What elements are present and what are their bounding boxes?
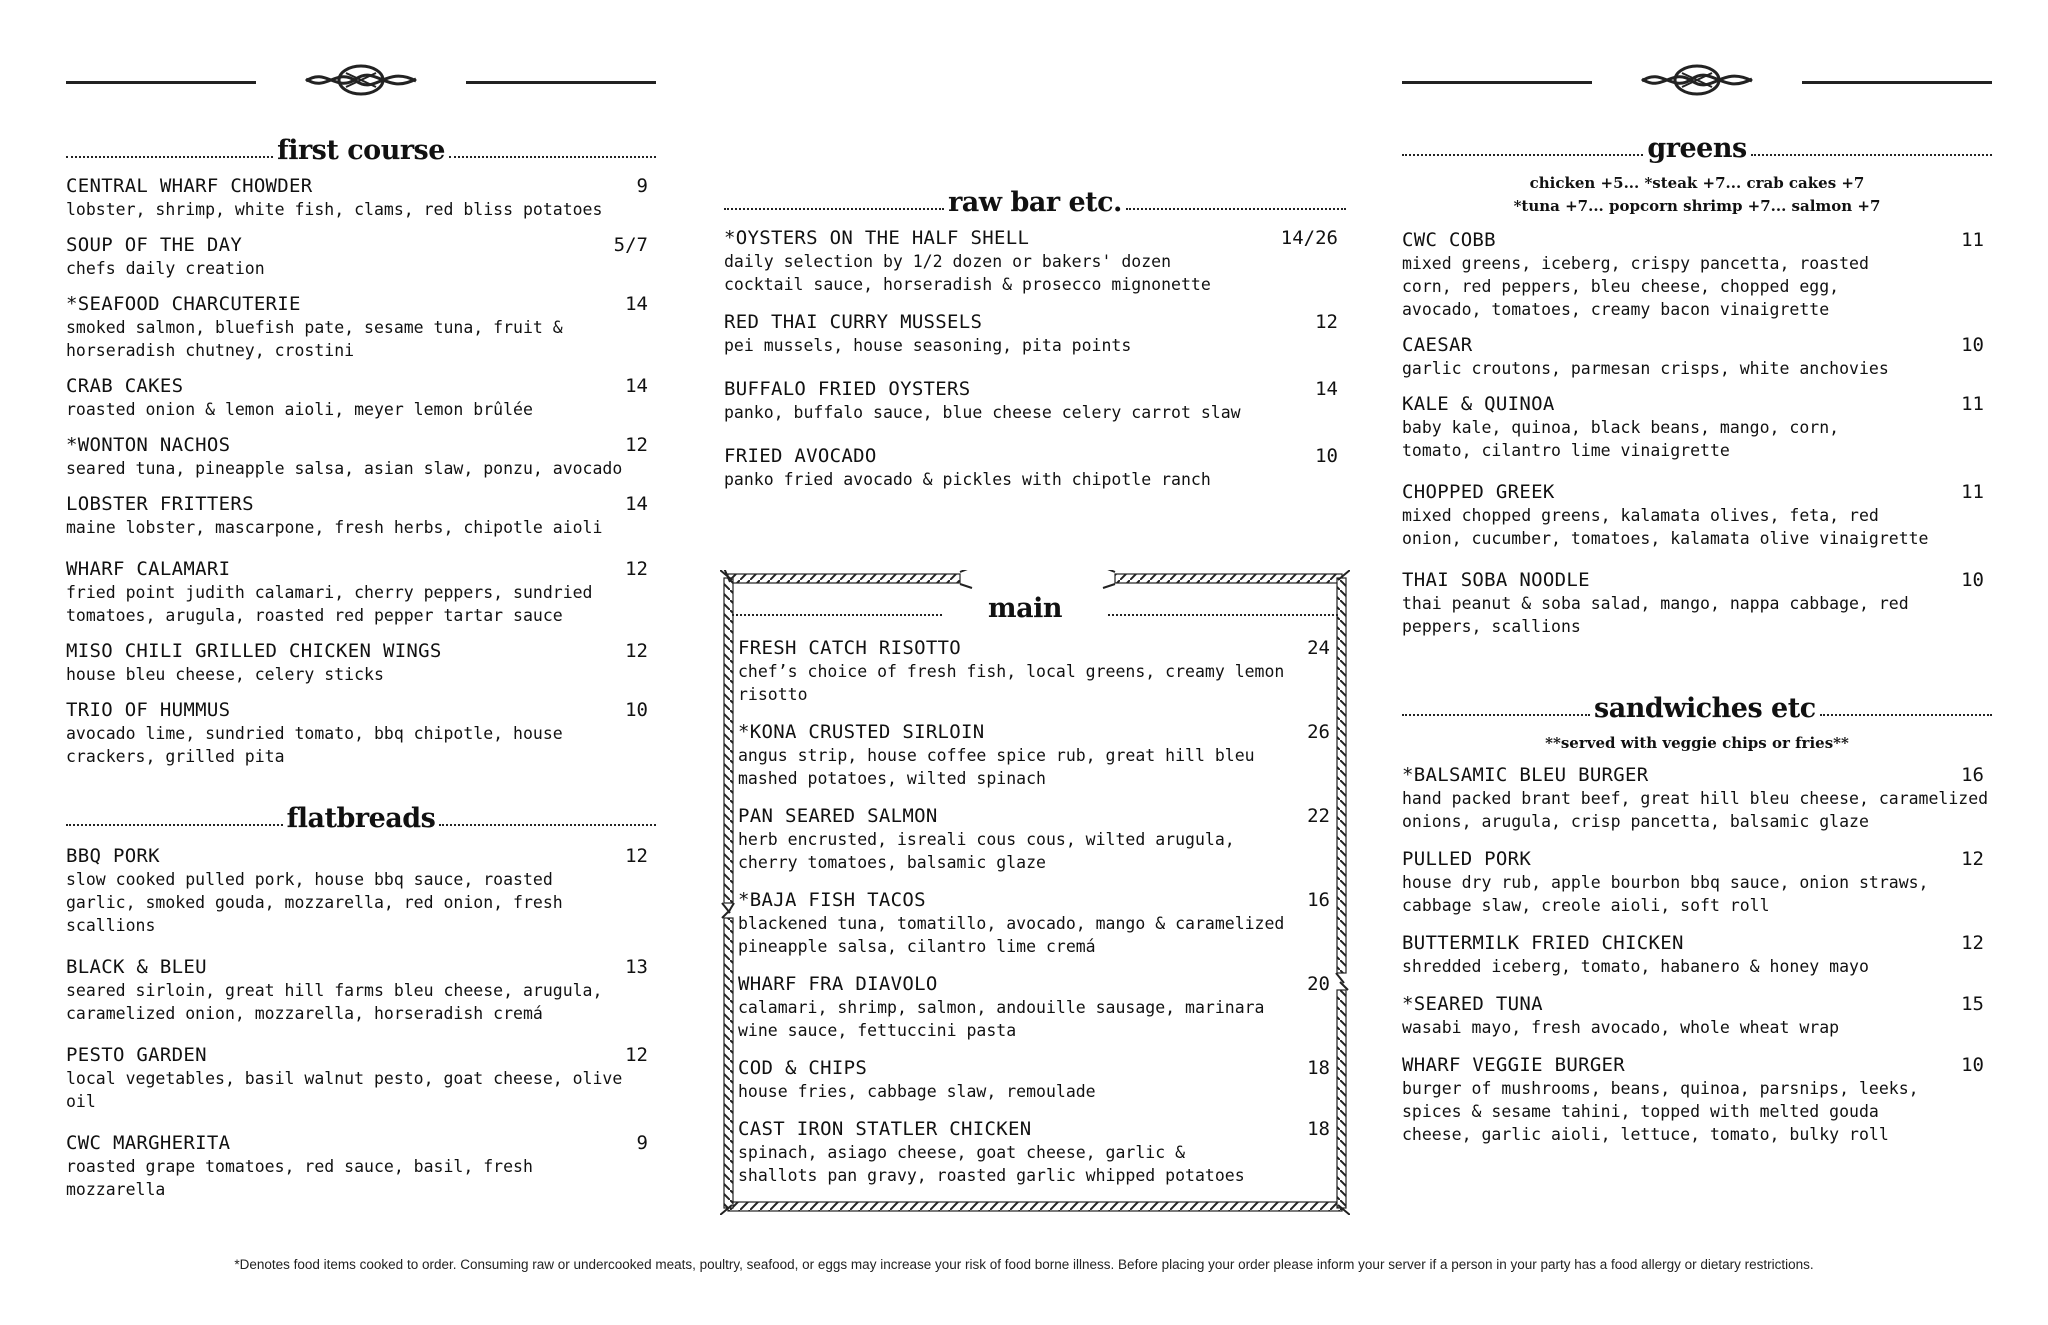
- section-header: [66, 132, 656, 166]
- item-name: RED THAI CURRY MUSSELS: [724, 311, 983, 333]
- item-price: 10: [1315, 445, 1338, 467]
- flatbreads-section: [66, 800, 656, 1201]
- menu-item: [66, 698, 656, 768]
- menu-item: [724, 444, 1346, 491]
- item-desc: calamari, shrimp, salmon, andouille sausage, marinara wine sauce, fettuccini pasta: [738, 998, 1265, 1040]
- item-desc: house fries, cabbage slaw, remoulade: [738, 1082, 1096, 1101]
- item-name: *OYSTERS ON THE HALF SHELL: [724, 227, 1030, 249]
- item-price: 12: [625, 1044, 648, 1066]
- item-desc: daily selection by 1/2 dozen or bakers' dozen cocktail sauce, horseradish & prosecco mignonette: [724, 252, 1211, 294]
- item-name: LOBSTER FRITTERS: [66, 493, 254, 515]
- item-desc: hand packed brant beef, great hill bleu cheese, caramelized onions, arugula, crisp pancetta, balsamic glaze: [1402, 789, 1989, 831]
- item-desc: spinach, asiago cheese, goat cheese, garlic & shallots pan gravy, roasted garlic whipped potatoes: [738, 1143, 1245, 1185]
- item-price: 5/7: [613, 234, 648, 256]
- item-price: 9: [636, 175, 648, 197]
- item-desc: roasted onion & lemon aioli, meyer lemon brûlée: [66, 400, 533, 419]
- menu-item: [66, 492, 656, 539]
- item-price: 10: [1961, 334, 1984, 356]
- item-price: 9: [636, 1132, 648, 1154]
- menu-item: [738, 1117, 1338, 1187]
- item-price: 12: [1315, 311, 1338, 333]
- item-price: 14: [625, 493, 648, 515]
- item-name: TRIO OF HUMMUS: [66, 699, 231, 721]
- item-name: BUTTERMILK FRIED CHICKEN: [1402, 932, 1684, 954]
- greens-section: [1402, 130, 1992, 638]
- section-header: [732, 588, 1338, 624]
- section-header: [1402, 130, 1992, 164]
- item-desc: thai peanut & soba salad, mango, nappa cabbage, red peppers, scallions: [1402, 594, 1909, 636]
- item-desc: mixed chopped greens, kalamata olives, feta, red onion, cucumber, tomatoes, kalamata olive vinaigrette: [1402, 506, 1929, 548]
- item-price: 10: [1961, 1054, 1984, 1076]
- menu-item: [66, 955, 656, 1025]
- item-price: 18: [1307, 1118, 1330, 1140]
- menu-item: [66, 557, 656, 627]
- knot-divider: [1402, 55, 1992, 95]
- item-name: *BAJA FISH TACOS: [738, 889, 926, 911]
- item-name: CENTRAL WHARF CHOWDER: [66, 175, 313, 197]
- item-price: 20: [1307, 973, 1330, 995]
- menu-item: [724, 377, 1346, 424]
- item-desc: maine lobster, mascarpone, fresh herbs, chipotle aioli: [66, 518, 603, 537]
- item-desc: pei mussels, house seasoning, pita points: [724, 336, 1132, 355]
- item-desc: seared sirloin, great hill farms bleu cheese, arugula, caramelized onion, mozzarella, horseradish cremá: [66, 981, 603, 1023]
- item-price: 11: [1961, 481, 1984, 503]
- menu-item: [1402, 333, 1992, 380]
- menu-item: [66, 174, 656, 221]
- item-name: FRESH CATCH RISOTTO: [738, 637, 962, 659]
- item-name: *WONTON NACHOS: [66, 434, 231, 456]
- item-name: WHARF CALAMARI: [66, 558, 231, 580]
- item-name: PAN SEARED SALMON: [738, 805, 938, 827]
- item-desc: shredded iceberg, tomato, habanero & honey mayo: [1402, 957, 1869, 976]
- menu-item: [1402, 847, 1992, 917]
- main-section: [732, 570, 1338, 1187]
- item-price: 14/26: [1280, 227, 1338, 249]
- item-price: 11: [1961, 393, 1984, 415]
- menu-item: [1402, 480, 1992, 550]
- item-name: BBQ PORK: [66, 845, 160, 867]
- item-price: 12: [625, 640, 648, 662]
- first-course-section: [66, 132, 656, 768]
- menu-item: [66, 639, 656, 686]
- item-name: WHARF VEGGIE BURGER: [1402, 1054, 1626, 1076]
- menu-item: [1402, 1053, 1992, 1146]
- item-name: CHOPPED GREEK: [1402, 481, 1555, 503]
- item-name: BUFFALO FRIED OYSTERS: [724, 378, 971, 400]
- item-desc: burger of mushrooms, beans, quinoa, parsnips, leeks, spices & sesame tahini, topped with melted gouda cheese, garlic aioli, lettuce, tomato, bulky roll: [1402, 1079, 1919, 1144]
- item-price: 26: [1307, 721, 1330, 743]
- section-title: flatbreads: [286, 803, 436, 834]
- section-header: [1402, 690, 1992, 724]
- menu-item: [66, 1131, 656, 1201]
- menu-item: [1402, 992, 1992, 1039]
- item-name: PESTO GARDEN: [66, 1044, 207, 1066]
- item-desc: blackened tuna, tomatillo, avocado, mango & caramelized pineapple salsa, cilantro lime cremá: [738, 914, 1285, 956]
- menu-item: [738, 888, 1338, 958]
- menu-item: [1402, 763, 1992, 833]
- item-desc: slow cooked pulled pork, house bbq sauce, roasted garlic, smoked gouda, mozzarella, red onion, fresh scallions: [66, 870, 563, 935]
- section-header: [66, 800, 656, 834]
- menu-item: [66, 844, 656, 937]
- add-ons-line: *tuna +7... popcorn shrimp +7... salmon +7: [1513, 197, 1881, 215]
- item-price: 12: [1961, 848, 1984, 870]
- menu-item: [66, 233, 656, 280]
- menu-item: [1402, 228, 1992, 321]
- item-price: 12: [625, 434, 648, 456]
- menu-item: [1402, 931, 1992, 978]
- sandwiches-section: [1402, 690, 1992, 1146]
- menu-item: [724, 310, 1346, 357]
- sides-note: **served with veggie chips or fries**: [1545, 734, 1849, 752]
- main-section-box: [720, 570, 1350, 1215]
- item-desc: house dry rub, apple bourbon bbq sauce, onion straws, cabbage slaw, creole aioli, soft roll: [1402, 873, 1929, 915]
- item-desc: garlic croutons, parmesan crisps, white anchovies: [1402, 359, 1889, 378]
- add-ons-line: chicken +5... *steak +7... crab cakes +7: [1529, 174, 1865, 192]
- menu-item: [1402, 392, 1992, 462]
- item-price: 12: [625, 845, 648, 867]
- item-name: *KONA CRUSTED SIRLOIN: [738, 721, 985, 743]
- rope-knot-icon: [301, 57, 421, 103]
- section-header: [724, 184, 1346, 218]
- item-price: 11: [1961, 229, 1984, 251]
- menu-item: [738, 972, 1338, 1042]
- item-desc: avocado lime, sundried tomato, bbq chipotle, house crackers, grilled pita: [66, 724, 563, 766]
- item-desc: house bleu cheese, celery sticks: [66, 665, 384, 684]
- item-price: 14: [625, 375, 648, 397]
- raw-bar-section: [724, 184, 1346, 491]
- menu-item: [724, 226, 1346, 296]
- section-title: sandwiches etc: [1594, 693, 1816, 724]
- menu-item: [66, 1043, 656, 1113]
- rope-knot-icon: [1637, 57, 1757, 103]
- menu-item: [738, 720, 1338, 790]
- item-name: CAESAR: [1402, 334, 1473, 356]
- item-name: *BALSAMIC BLEU BURGER: [1402, 764, 1649, 786]
- item-name: MISO CHILI GRILLED CHICKEN WINGS: [66, 640, 442, 662]
- item-price: 12: [625, 558, 648, 580]
- section-title: main: [988, 593, 1062, 624]
- menu-item: [66, 292, 656, 362]
- item-price: 18: [1307, 1057, 1330, 1079]
- item-name: SOUP OF THE DAY: [66, 234, 243, 256]
- item-name: CRAB CAKES: [66, 375, 184, 397]
- menu-item: [66, 433, 656, 480]
- item-name: BLACK & BLEU: [66, 956, 207, 978]
- menu-item: [66, 374, 656, 421]
- item-desc: fried point judith calamari, cherry peppers, sundried tomatoes, arugula, roasted red pepper tartar sauce: [66, 583, 593, 625]
- item-desc: panko, buffalo sauce, blue cheese celery carrot slaw: [724, 403, 1241, 422]
- item-desc: wasabi mayo, fresh avocado, whole wheat wrap: [1402, 1018, 1840, 1037]
- item-price: 10: [625, 699, 648, 721]
- item-name: FRIED AVOCADO: [724, 445, 877, 467]
- item-name: WHARF FRA DIAVOLO: [738, 973, 938, 995]
- section-title: raw bar etc.: [948, 187, 1122, 218]
- item-desc: local vegetables, basil walnut pesto, goat cheese, olive oil: [66, 1069, 623, 1111]
- item-price: 24: [1307, 637, 1330, 659]
- item-name: KALE & QUINOA: [1402, 393, 1555, 415]
- item-desc: baby kale, quinoa, black beans, mango, corn, tomato, cilantro lime vinaigrette: [1402, 418, 1840, 460]
- menu-item: [738, 804, 1338, 874]
- item-desc: herb encrusted, isreali cous cous, wilted arugula, cherry tomatoes, balsamic glaze: [738, 830, 1235, 872]
- menu-item: [738, 636, 1338, 706]
- item-price: 12: [1961, 932, 1984, 954]
- item-price: 14: [625, 293, 648, 315]
- menu-item: [1402, 568, 1992, 638]
- item-price: 16: [1961, 764, 1984, 786]
- section-title: greens: [1647, 133, 1747, 164]
- knot-divider: [66, 55, 656, 95]
- item-desc: smoked salmon, bluefish pate, sesame tuna, fruit & horseradish chutney, crostini: [66, 318, 563, 360]
- item-desc: mixed greens, iceberg, crispy pancetta, roasted corn, red peppers, bleu cheese, chopped egg, avocado, tomatoes, creamy bacon vinaigrette: [1402, 254, 1869, 319]
- item-desc: chef’s choice of fresh fish, local greens, creamy lemon risotto: [738, 662, 1285, 704]
- item-desc: panko fried avocado & pickles with chipotle ranch: [724, 470, 1211, 489]
- food-safety-disclaimer: *Denotes food items cooked to order. Consuming raw or undercooked meats, poultry, seafood, or eggs may increase your risk of food borne illness. Before placing your order please inform your server if a person in your party has a food allergy or dietary restrictions.: [234, 1257, 1814, 1272]
- item-name: CWC MARGHERITA: [66, 1132, 231, 1154]
- item-price: 22: [1307, 805, 1330, 827]
- menu-item: [738, 1056, 1338, 1103]
- item-price: 10: [1961, 569, 1984, 591]
- item-name: *SEAFOOD CHARCUTERIE: [66, 293, 301, 315]
- item-name: CAST IRON STATLER CHICKEN: [738, 1118, 1032, 1140]
- item-desc: chefs daily creation: [66, 259, 265, 278]
- item-desc: lobster, shrimp, white fish, clams, red bliss potatoes: [66, 200, 603, 219]
- item-name: COD & CHIPS: [738, 1057, 868, 1079]
- item-price: 13: [625, 956, 648, 978]
- item-price: 15: [1961, 993, 1984, 1015]
- section-title: first course: [277, 135, 445, 166]
- add-ons-note: [1402, 172, 1992, 218]
- item-price: 16: [1307, 889, 1330, 911]
- item-desc: angus strip, house coffee spice rub, great hill bleu mashed potatoes, wilted spinach: [738, 746, 1255, 788]
- item-name: THAI SOBA NOODLE: [1402, 569, 1590, 591]
- item-desc: roasted grape tomatoes, red sauce, basil, fresh mozzarella: [66, 1157, 533, 1199]
- item-desc: seared tuna, pineapple salsa, asian slaw, ponzu, avocado: [66, 459, 623, 478]
- item-name: *SEARED TUNA: [1402, 993, 1543, 1015]
- item-name: PULLED PORK: [1402, 848, 1532, 870]
- item-name: CWC COBB: [1402, 229, 1496, 251]
- item-price: 14: [1315, 378, 1338, 400]
